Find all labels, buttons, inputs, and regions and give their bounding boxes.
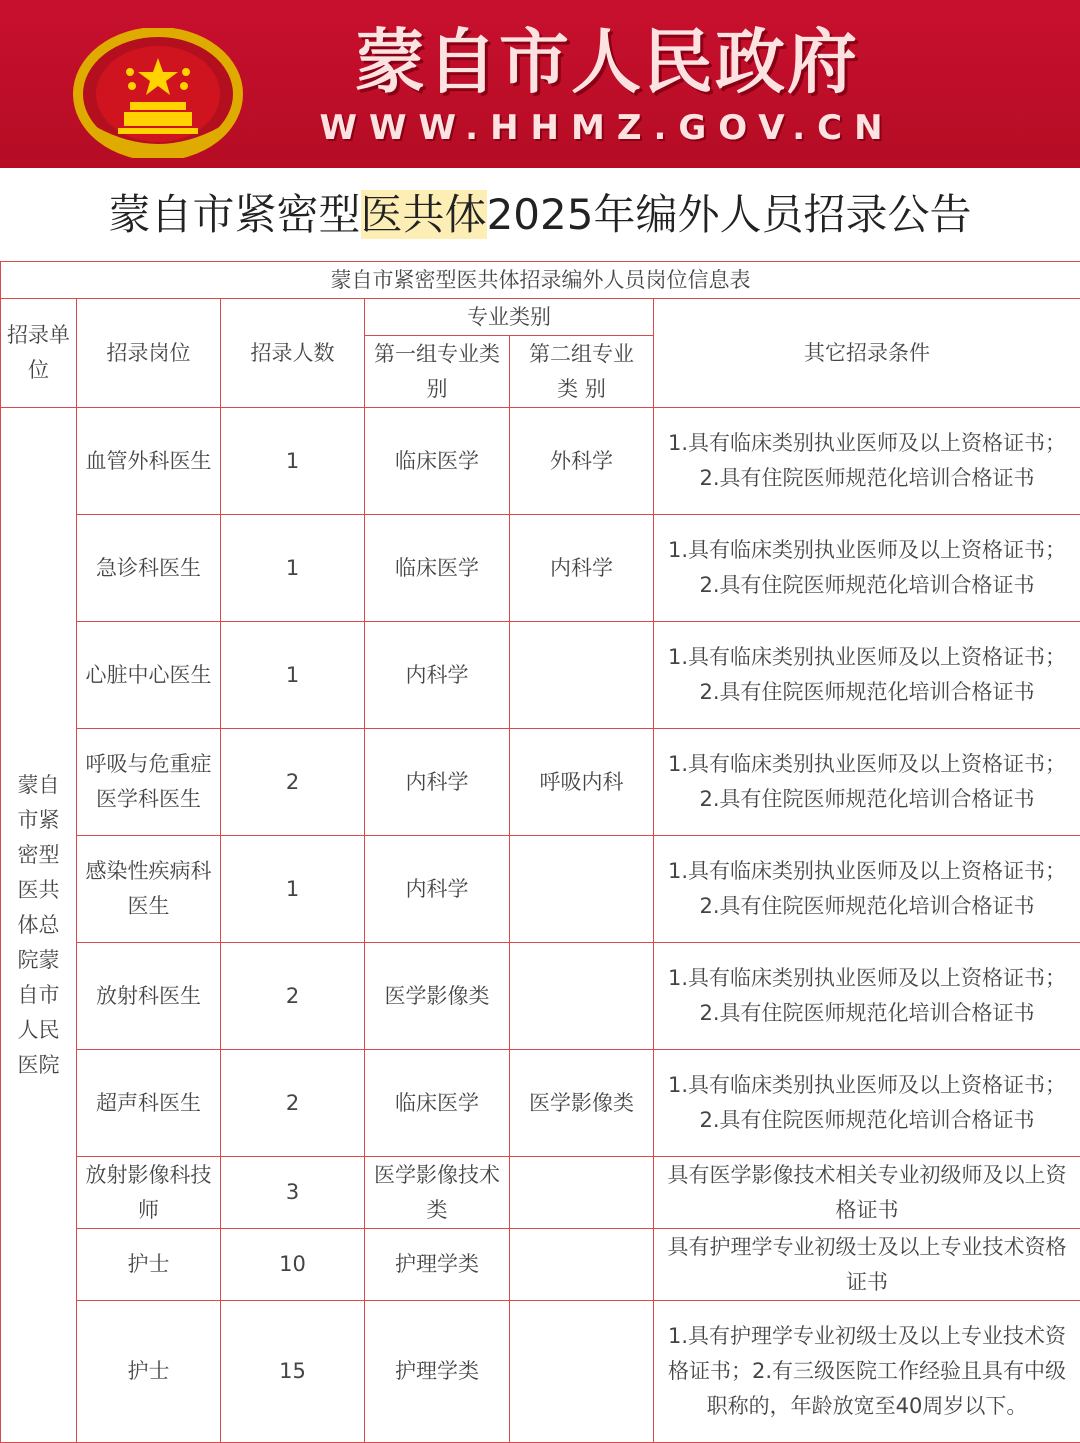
cell-group2 [510, 943, 654, 1050]
page-title [0, 178, 1080, 252]
cell-other: 1.具有临床类别执业医师及以上资格证书；2.具有住院医师规范化培训合格证书 [654, 729, 1080, 836]
cell-other: 1.具有临床类别执业医师及以上资格证书；2.具有住院医师规范化培训合格证书 [654, 408, 1080, 515]
cell-count: 3 [221, 1157, 365, 1229]
table-row [1, 515, 1080, 622]
table-row [1, 836, 1080, 943]
table-row [1, 1301, 1080, 1443]
table-row [1, 622, 1080, 729]
cell-count: 1 [221, 836, 365, 943]
cell-position: 呼吸与危重症医学科医生 [77, 729, 221, 836]
header-position: 招录岗位 [77, 299, 221, 408]
cell-group1: 临床医学 [365, 515, 510, 622]
cell-other: 1.具有临床类别执业医师及以上资格证书；2.具有住院医师规范化培训合格证书 [654, 515, 1080, 622]
cell-count: 1 [221, 408, 365, 515]
recruiting-unit: 蒙自市紧密型医共体总院蒙自市人民医院 [1, 408, 77, 1443]
cell-group1: 内科学 [365, 622, 510, 729]
cell-other: 具有护理学专业初级士及以上专业技术资格证书 [654, 1229, 1080, 1301]
cell-other: 1.具有临床类别执业医师及以上资格证书；2.具有住院医师规范化培训合格证书 [654, 622, 1080, 729]
cell-group2: 内科学 [510, 515, 654, 622]
site-banner [0, 0, 1080, 168]
table-row [1, 943, 1080, 1050]
title-prefix: 蒙自市紧密型 [109, 190, 361, 239]
cell-position: 超声科医生 [77, 1050, 221, 1157]
table-row [1, 408, 1080, 515]
cell-group2 [510, 1301, 654, 1443]
cell-group1: 内科学 [365, 836, 510, 943]
cell-count: 2 [221, 729, 365, 836]
title-highlight: 医共体 [361, 190, 487, 239]
header-other: 其它招录条件 [654, 299, 1080, 408]
cell-count: 10 [221, 1229, 365, 1301]
cell-position: 放射影像科技师 [77, 1157, 221, 1229]
cell-count: 15 [221, 1301, 365, 1443]
cell-other: 1.具有临床类别执业医师及以上资格证书；2.具有住院医师规范化培训合格证书 [654, 943, 1080, 1050]
cell-count: 2 [221, 943, 365, 1050]
cell-group2 [510, 1229, 654, 1301]
header-major: 专业类别 [365, 299, 654, 336]
cell-group2 [510, 836, 654, 943]
cell-position: 急诊科医生 [77, 515, 221, 622]
table-caption: 蒙自市紧密型医共体招录编外人员岗位信息表 [1, 262, 1080, 299]
cell-other: 1.具有临床类别执业医师及以上资格证书；2.具有住院医师规范化培训合格证书 [654, 836, 1080, 943]
cell-count: 2 [221, 1050, 365, 1157]
cell-group1: 内科学 [365, 729, 510, 836]
cell-count: 1 [221, 515, 365, 622]
cell-position: 护士 [77, 1229, 221, 1301]
cell-position: 护士 [77, 1301, 221, 1443]
table-row [1, 1050, 1080, 1157]
cell-group2: 医学影像类 [510, 1050, 654, 1157]
cell-group2 [510, 622, 654, 729]
table-row [1, 729, 1080, 836]
cell-position: 放射科医生 [77, 943, 221, 1050]
header-group2: 第二组专业 类 别 [510, 336, 654, 408]
cell-group2 [510, 1157, 654, 1229]
table-row [1, 1157, 1080, 1229]
cell-group1: 护理学类 [365, 1229, 510, 1301]
cell-other: 具有医学影像技术相关专业初级师及以上资格证书 [654, 1157, 1080, 1229]
title-suffix: 2025年编外人员招录公告 [487, 190, 972, 239]
header-unit: 招录单位 [1, 299, 77, 408]
site-url: WWW.HHMZ.GOV.CN [262, 108, 952, 148]
cell-count: 1 [221, 622, 365, 729]
cell-group1: 临床医学 [365, 1050, 510, 1157]
recruitment-table [0, 261, 1080, 1443]
header-count: 招录人数 [221, 299, 365, 408]
cell-group1: 医学影像技术类 [365, 1157, 510, 1229]
cell-position: 血管外科医生 [77, 408, 221, 515]
header-group1: 第一组专业类别 [365, 336, 510, 408]
cell-group2: 外科学 [510, 408, 654, 515]
table-row [1, 1229, 1080, 1301]
site-name: 蒙自市人民政府 [262, 22, 952, 102]
cell-other: 1.具有护理学专业初级士及以上专业技术资格证书；2.有三级医院工作经验且具有中级职称的，年龄放宽至40周岁以下。 [654, 1301, 1080, 1443]
cell-group1: 护理学类 [365, 1301, 510, 1443]
cell-position: 心脏中心医生 [77, 622, 221, 729]
cell-position: 感染性疾病科医生 [77, 836, 221, 943]
cell-group2: 呼吸内科 [510, 729, 654, 836]
cell-group1: 医学影像类 [365, 943, 510, 1050]
national-emblem-icon [72, 28, 244, 158]
cell-other: 1.具有临床类别执业医师及以上资格证书；2.具有住院医师规范化培训合格证书 [654, 1050, 1080, 1157]
cell-group1: 临床医学 [365, 408, 510, 515]
